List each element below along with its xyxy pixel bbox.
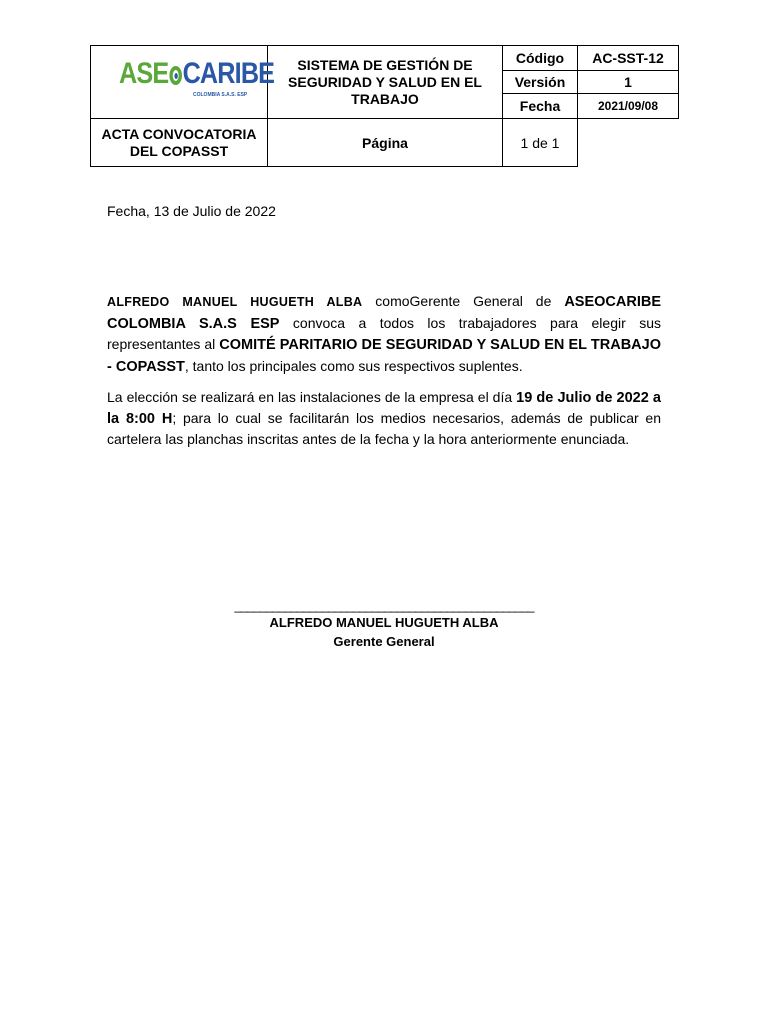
signature-name: ALFREDO MANUEL HUGUETH ALBA: [269, 615, 499, 630]
manager-name: ALFREDO MANUEL HUGUETH ALBA: [107, 295, 363, 309]
election-date: 19 de Julio de 2022 a la 8:00 H: [107, 390, 661, 427]
paragraph-convocation: ALFREDO MANUEL HUGUETH ALBA comoGerente General de ASEOCARIBE COLOMBIA S.A.S ESP convoca a todos los trabajadores para elegir sus representantes al COMITÉ PARITARIO DE SEGURIDAD Y SALUD EN EL TRABAJO - COPASST, tanto los principales como sus respectivos suplentes.: [107, 293, 661, 375]
date-value: 2021/09/08: [578, 94, 679, 119]
document-header-table: [90, 45, 679, 167]
company-name: ASEOCARIBE COLOMBIA S.A.S ESP: [107, 294, 661, 332]
logo-wordmark: ASE CARIBE: [119, 56, 275, 90]
committee-name: COMITÉ PARITARIO DE SEGURIDAD Y SALUD EN EL TRABAJO - COPASST: [107, 337, 661, 375]
paragraph-election: La elección se realizará en las instalaciones de la empresa el día 19 de Julio de 2022 a la 8:00 H; para lo cual se facilitarán los medios necesarios, además de publicar en cartelera las planchas inscritas antes de la fecha y la hora anteriormente enunciada.: [107, 389, 661, 447]
logo-subtitle: COLOMBIA S.A.S. ESP: [193, 91, 248, 98]
date-label: Fecha: [503, 94, 578, 119]
page-label: Página: [268, 119, 503, 167]
code-value: AC-SST-12: [578, 46, 679, 71]
signature-line: ________________________________________________: [234, 598, 534, 613]
system-title: SISTEMA DE GESTIÓN DE SEGURIDAD Y SALUD EN EL TRABAJO: [268, 46, 503, 119]
letter-date: Fecha, 13 de Julio de 2022: [107, 203, 276, 219]
logo-globe-icon: [169, 66, 182, 85]
signature-role: Gerente General: [333, 634, 435, 649]
document-title: ACTA CONVOCATORIA DEL COPASST: [91, 119, 268, 167]
code-label: Código: [503, 46, 578, 71]
page-value: 1 de 1: [503, 119, 578, 167]
logo-cell: [91, 46, 275, 119]
company-logo: [119, 55, 275, 105]
version-value: 1: [578, 71, 679, 94]
version-label: Versión: [503, 71, 578, 94]
